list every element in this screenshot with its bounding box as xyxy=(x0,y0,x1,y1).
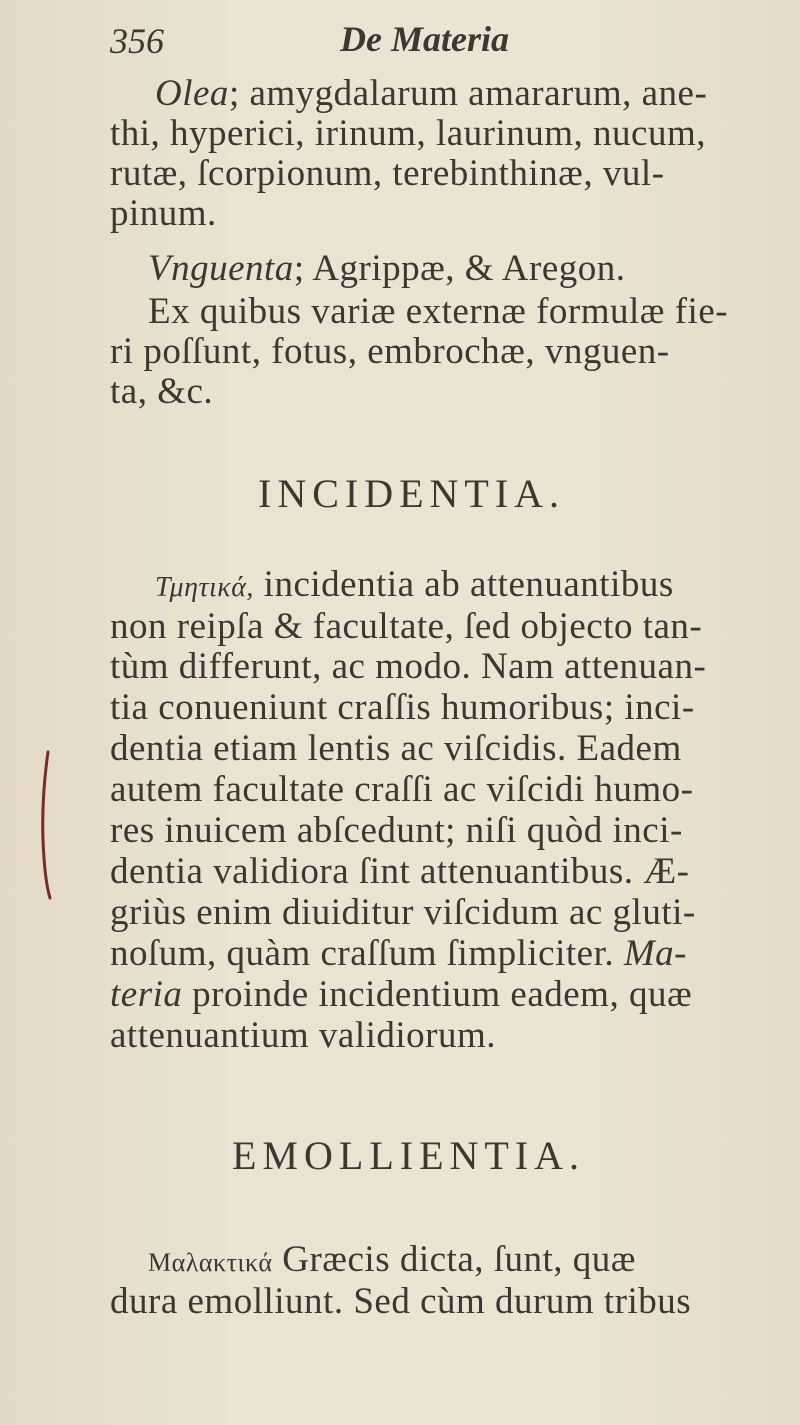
text-line xyxy=(148,1238,636,1281)
italic-term: Ma- xyxy=(623,933,688,974)
text-span: ; amygdalarum amararum, ane- xyxy=(228,73,708,114)
text-line: tùm differunt, ac modo. Nam attenuan- xyxy=(110,646,707,687)
italic-term: Olea xyxy=(155,73,229,114)
text-span: noſum, quàm craſſum ſimpliciter. xyxy=(110,933,615,974)
text-span: Græcis dicta, ſunt, quæ xyxy=(272,1239,636,1280)
text-line: griùs enim diuiditur viſcidum ac gluti- xyxy=(110,892,696,933)
text-line: dentia validiora ſint attenuantibus. Æ- xyxy=(110,851,690,892)
text-line: pinum. xyxy=(110,193,217,234)
text-line xyxy=(148,247,626,290)
text-line: rutæ, ſcorpionum, terebinthinæ, vul- xyxy=(110,153,665,194)
italic-term: Vnguenta xyxy=(148,248,294,289)
greek-term: Μαλακτικά xyxy=(148,1248,273,1277)
section-heading-incidentia: INCIDENTIA. xyxy=(258,471,566,516)
text-span: proinde incidentium eadem, quæ xyxy=(182,974,693,1015)
text-line: dentia etiam lentis ac viſcidis. Eadem xyxy=(110,728,682,769)
page-number: 356 xyxy=(110,21,164,61)
text-line: ri poſſunt, fotus, embrochæ, vnguen- xyxy=(110,331,670,372)
text-line: ta, &c. xyxy=(110,371,214,412)
text-line: autem facultate craſſi ac viſcidi humo- xyxy=(110,769,694,810)
text-line xyxy=(110,932,687,975)
text-line: Ex quibus variæ externæ formulæ fie- xyxy=(148,291,729,332)
text-span: ; Agrippæ, & Aregon. xyxy=(293,248,626,289)
text-line: res inuicem abſcedunt; niſi quòd inci- xyxy=(110,810,683,851)
text-line: tia conueniunt craſſis humoribus; inci- xyxy=(110,687,695,728)
text-line xyxy=(110,973,692,1016)
text-line: dura emolliunt. Sed cùm durum tribus xyxy=(110,1281,692,1322)
text-line: thi, hyperici, irinum, laurinum, nucum, xyxy=(110,113,706,154)
text-span: incidentia ab attenuantibus xyxy=(253,564,674,605)
section-heading-emollientia: EMOLLIENTIA. xyxy=(232,1133,586,1178)
text-line xyxy=(155,72,707,115)
text-line xyxy=(155,563,674,606)
text-line: attenuantium validiorum. xyxy=(110,1015,497,1056)
italic-term: teria xyxy=(110,974,183,1015)
page-header xyxy=(0,14,800,64)
text-line: non reipſa & facultate, ſed objecto tan- xyxy=(110,606,703,647)
handwritten-bracket-mark xyxy=(38,750,52,900)
running-head: De Materia xyxy=(340,19,509,59)
greek-term: Τμητικά, xyxy=(155,572,254,603)
